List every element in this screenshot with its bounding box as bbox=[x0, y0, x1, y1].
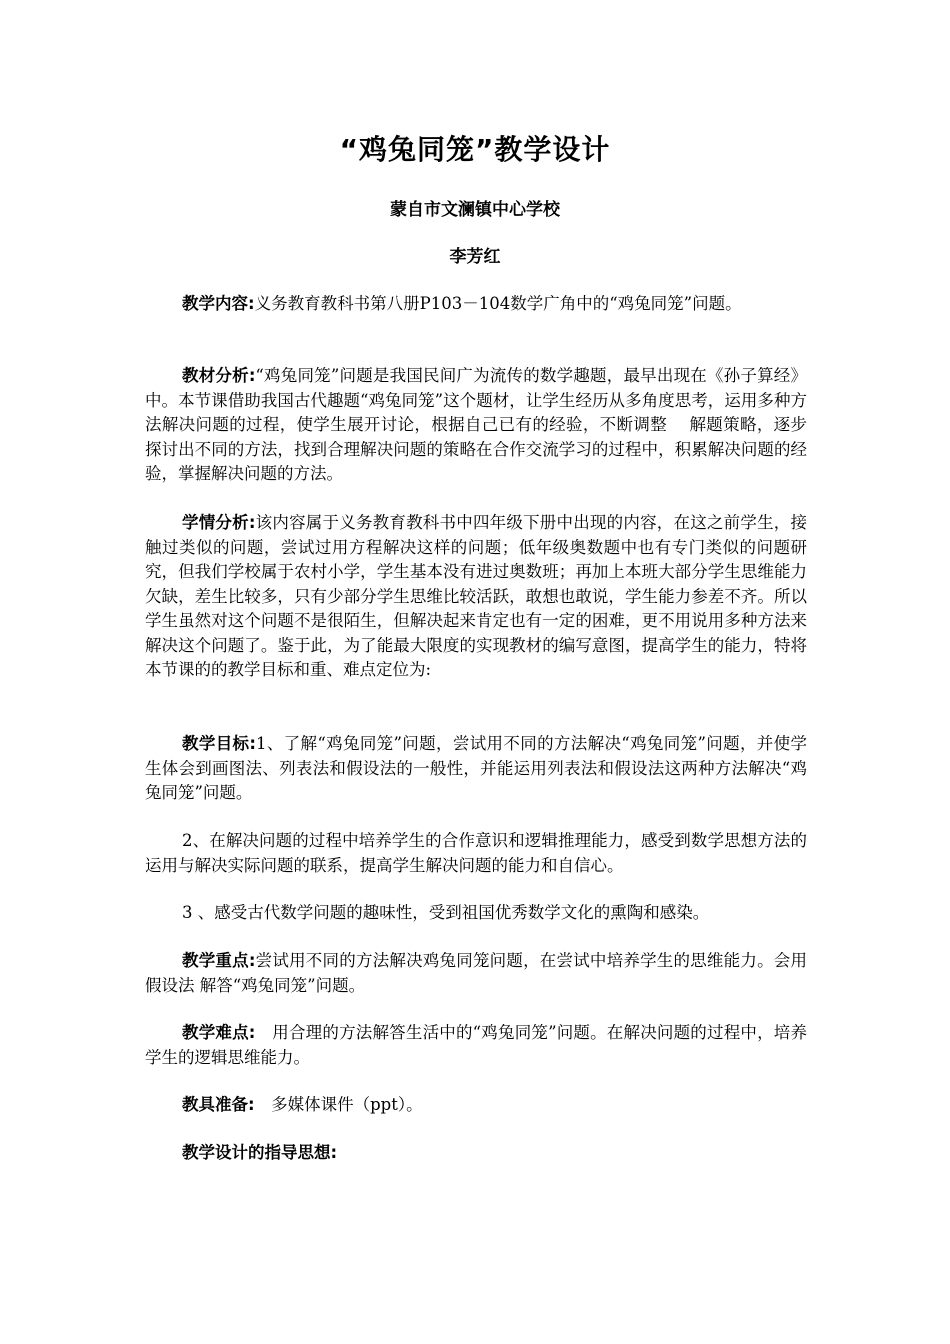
teaching-content-label: 教学内容: bbox=[182, 294, 255, 313]
teaching-goal-2: 2、在解决问题的过程中培养学生的合作意识和逻辑推理能力，感受到数学思想方法的运用与解决实际问题的联系，提高学生解决问题的能力和自信心。 bbox=[145, 831, 807, 875]
textbook-analysis-label: 教材分析: bbox=[182, 366, 256, 385]
student-analysis-label: 学情分析: bbox=[182, 513, 256, 532]
student-analysis-text: 该内容属于义务教育教科书中四年级下册中出现的内容，在这之前学生，接触过类似的问题，尝试过用方程解决这样的问题；低年级奥数题中也有专门类似的问题研究，但我们学校属于农村小学，学生基本没有进过奥数班；再加上本班大部分学生思维能力欠缺，差生比较多，只有少部分学生思维比较活跃，敢想也敢说，学生能力参差不齐。所以学生虽然对这个问题不是很陌生，但解决起来肯定也有一定的困难，更不用说用多种方法来解决这个问题了。鉴于此，为了能最大限度的实现教材的编写意图，提高学生的能力，特将本节课的的教学目标和重、难点定位为: bbox=[145, 513, 807, 679]
paragraph-teaching-goal-2 bbox=[145, 829, 807, 878]
teaching-tools-text: 多媒体课件（ppt）。 bbox=[254, 1095, 423, 1114]
paragraph-teaching-content bbox=[145, 292, 807, 317]
teaching-content-text: 义务教育教科书第八册P103－104数学广角中的“鸡兔同笼”问题。 bbox=[254, 294, 742, 313]
textbook-analysis-text: “鸡兔同笼”问题是我国民间广为流传的数学趣题，最早出现在《孙子算经》中。本节课借助我国古代趣题“鸡兔同笼”这个题材，让学生经历从多角度思考，运用多种方法解决问题的过程，使学生展开讨论，根据自己已有的经验，不断调整 解题策略，逐步探讨出不同的方法，找到合理解决问题的策略在合作交流学习的过程中，积累解决问题的经验，掌握解决问题的方法。 bbox=[145, 366, 807, 483]
teaching-goal-1: 1、了解“鸡兔同笼”问题，尝试用不同的方法解决“鸡兔同笼”问题，并使学生体会到画图法、列表法和假设法的一般性，并能运用列表法和假设法这两种方法解决“鸡兔同笼”问题。 bbox=[145, 734, 807, 802]
paragraph-teaching-tools bbox=[145, 1093, 807, 1118]
paragraph-teaching-goal-3 bbox=[145, 901, 807, 926]
difficulties-text: 用合理的方法解答生活中的“鸡兔同笼”问题。在解决问题的过程中，培养学生的逻辑思维能力。 bbox=[145, 1023, 807, 1067]
paragraph-textbook-analysis bbox=[145, 364, 807, 487]
teaching-goals-label: 教学目标: bbox=[182, 734, 256, 753]
key-points-text: 尝试用不同的方法解决鸡兔同笼问题，在尝试中培养学生的思维能力。会用假设法 解答“鸡兔同笼”问题。 bbox=[145, 951, 807, 995]
author-name: 李芳红 bbox=[449, 247, 501, 267]
paragraph-difficulties bbox=[145, 1021, 807, 1070]
key-points-label: 教学重点: bbox=[182, 951, 256, 970]
document-title: “鸡兔同笼”教学设计 bbox=[339, 133, 611, 166]
paragraph-teaching-goals bbox=[145, 732, 807, 806]
paragraph-student-analysis bbox=[145, 511, 807, 683]
teaching-goal-3: 3 、感受古代数学问题的趣味性，受到祖国优秀数学文化的熏陶和感染。 bbox=[182, 903, 710, 922]
teaching-tools-label: 教具准备: bbox=[182, 1095, 255, 1114]
school-name: 蒙自市文澜镇中心学校 bbox=[390, 200, 560, 220]
paragraph-key-points bbox=[145, 949, 807, 998]
paragraph-guiding-idea bbox=[145, 1141, 807, 1166]
difficulties-label: 教学难点: bbox=[182, 1023, 256, 1042]
guiding-idea-label: 教学设计的指导思想: bbox=[182, 1143, 338, 1162]
